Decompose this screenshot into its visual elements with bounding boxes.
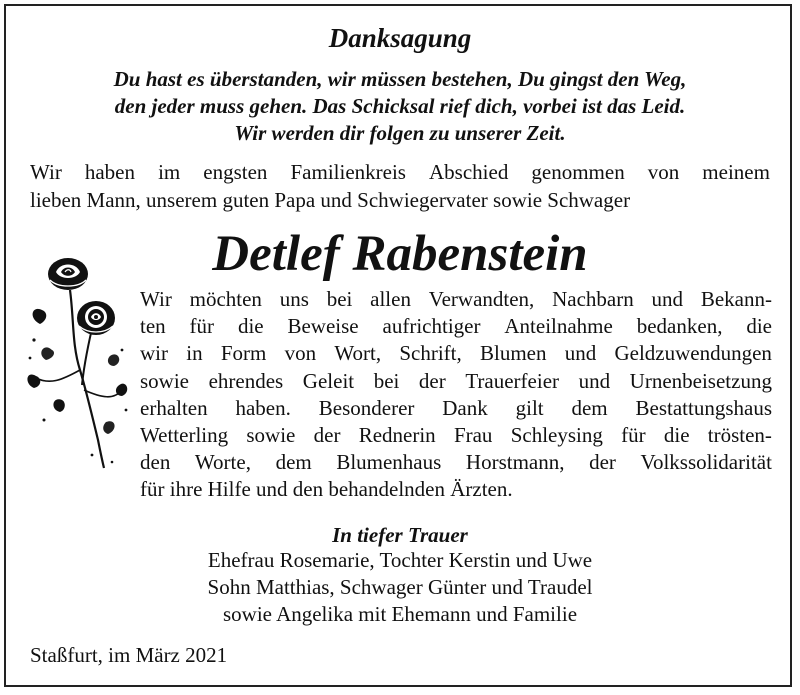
verse-line: Wir werden dir folgen zu unserer Zeit.	[234, 121, 566, 145]
notice-heading: Danksagung	[328, 23, 472, 53]
thanks-line: sowie ehrendes Geleit bei der Trauerfeier und Urnenbeisetzung	[140, 368, 772, 393]
mourners-list	[0, 547, 800, 628]
mourners-line: sowie Angelika mit Ehemann und Familie	[222, 602, 578, 626]
thanks-line: für ihre Hilfe und den behandelnden Ärzten.	[140, 477, 513, 502]
mourners-line: Sohn Matthias, Schwager Günter und Traudel	[207, 575, 593, 599]
mourning-title: In tiefer Trauer	[332, 523, 468, 547]
intro-line: lieben Mann, unserem guten Papa und Schwiegervater sowie Schwager	[30, 188, 631, 212]
place-date: Staßfurt, im März 2021	[30, 643, 228, 667]
verse-line: den jeder muss gehen. Das Schicksal rief dich, vorbei ist das Leid.	[114, 94, 686, 118]
thanks-line: Wir möchten uns bei allen Verwandten, Nachbarn und Bekann-	[140, 287, 772, 311]
thanks-text	[140, 286, 772, 504]
thanks-line: erhalten haben. Besonderer Dank gilt dem Bestattungshaus	[140, 395, 772, 420]
intro-text	[30, 158, 770, 214]
thanks-line: den Worte, dem Blumenhaus Horstmann, der Volkssolidarität	[140, 450, 772, 475]
verse-block	[0, 66, 800, 147]
thanks-line: Wetterling sowie der Rednerin Frau Schleysing für die trösten-	[140, 423, 772, 448]
intro-line: Wir haben im engsten Familienkreis Abschied genommen von meinem	[30, 160, 770, 184]
mourners-line: Ehefrau Rosemarie, Tochter Kerstin und Uwe	[207, 548, 593, 572]
thanks-line: wir in Form von Wort, Schrift, Blumen und Geldzuwendungen	[140, 341, 772, 366]
roses-icon	[22, 250, 132, 475]
deceased-name: Detlef Rabenstein	[212, 226, 588, 282]
verse-line: Du hast es überstanden, wir müssen bestehen, Du gingst den Weg,	[113, 67, 687, 91]
thanks-line: ten für die Beweise aufrichtiger Anteilnahme bedanken, die	[140, 314, 772, 339]
